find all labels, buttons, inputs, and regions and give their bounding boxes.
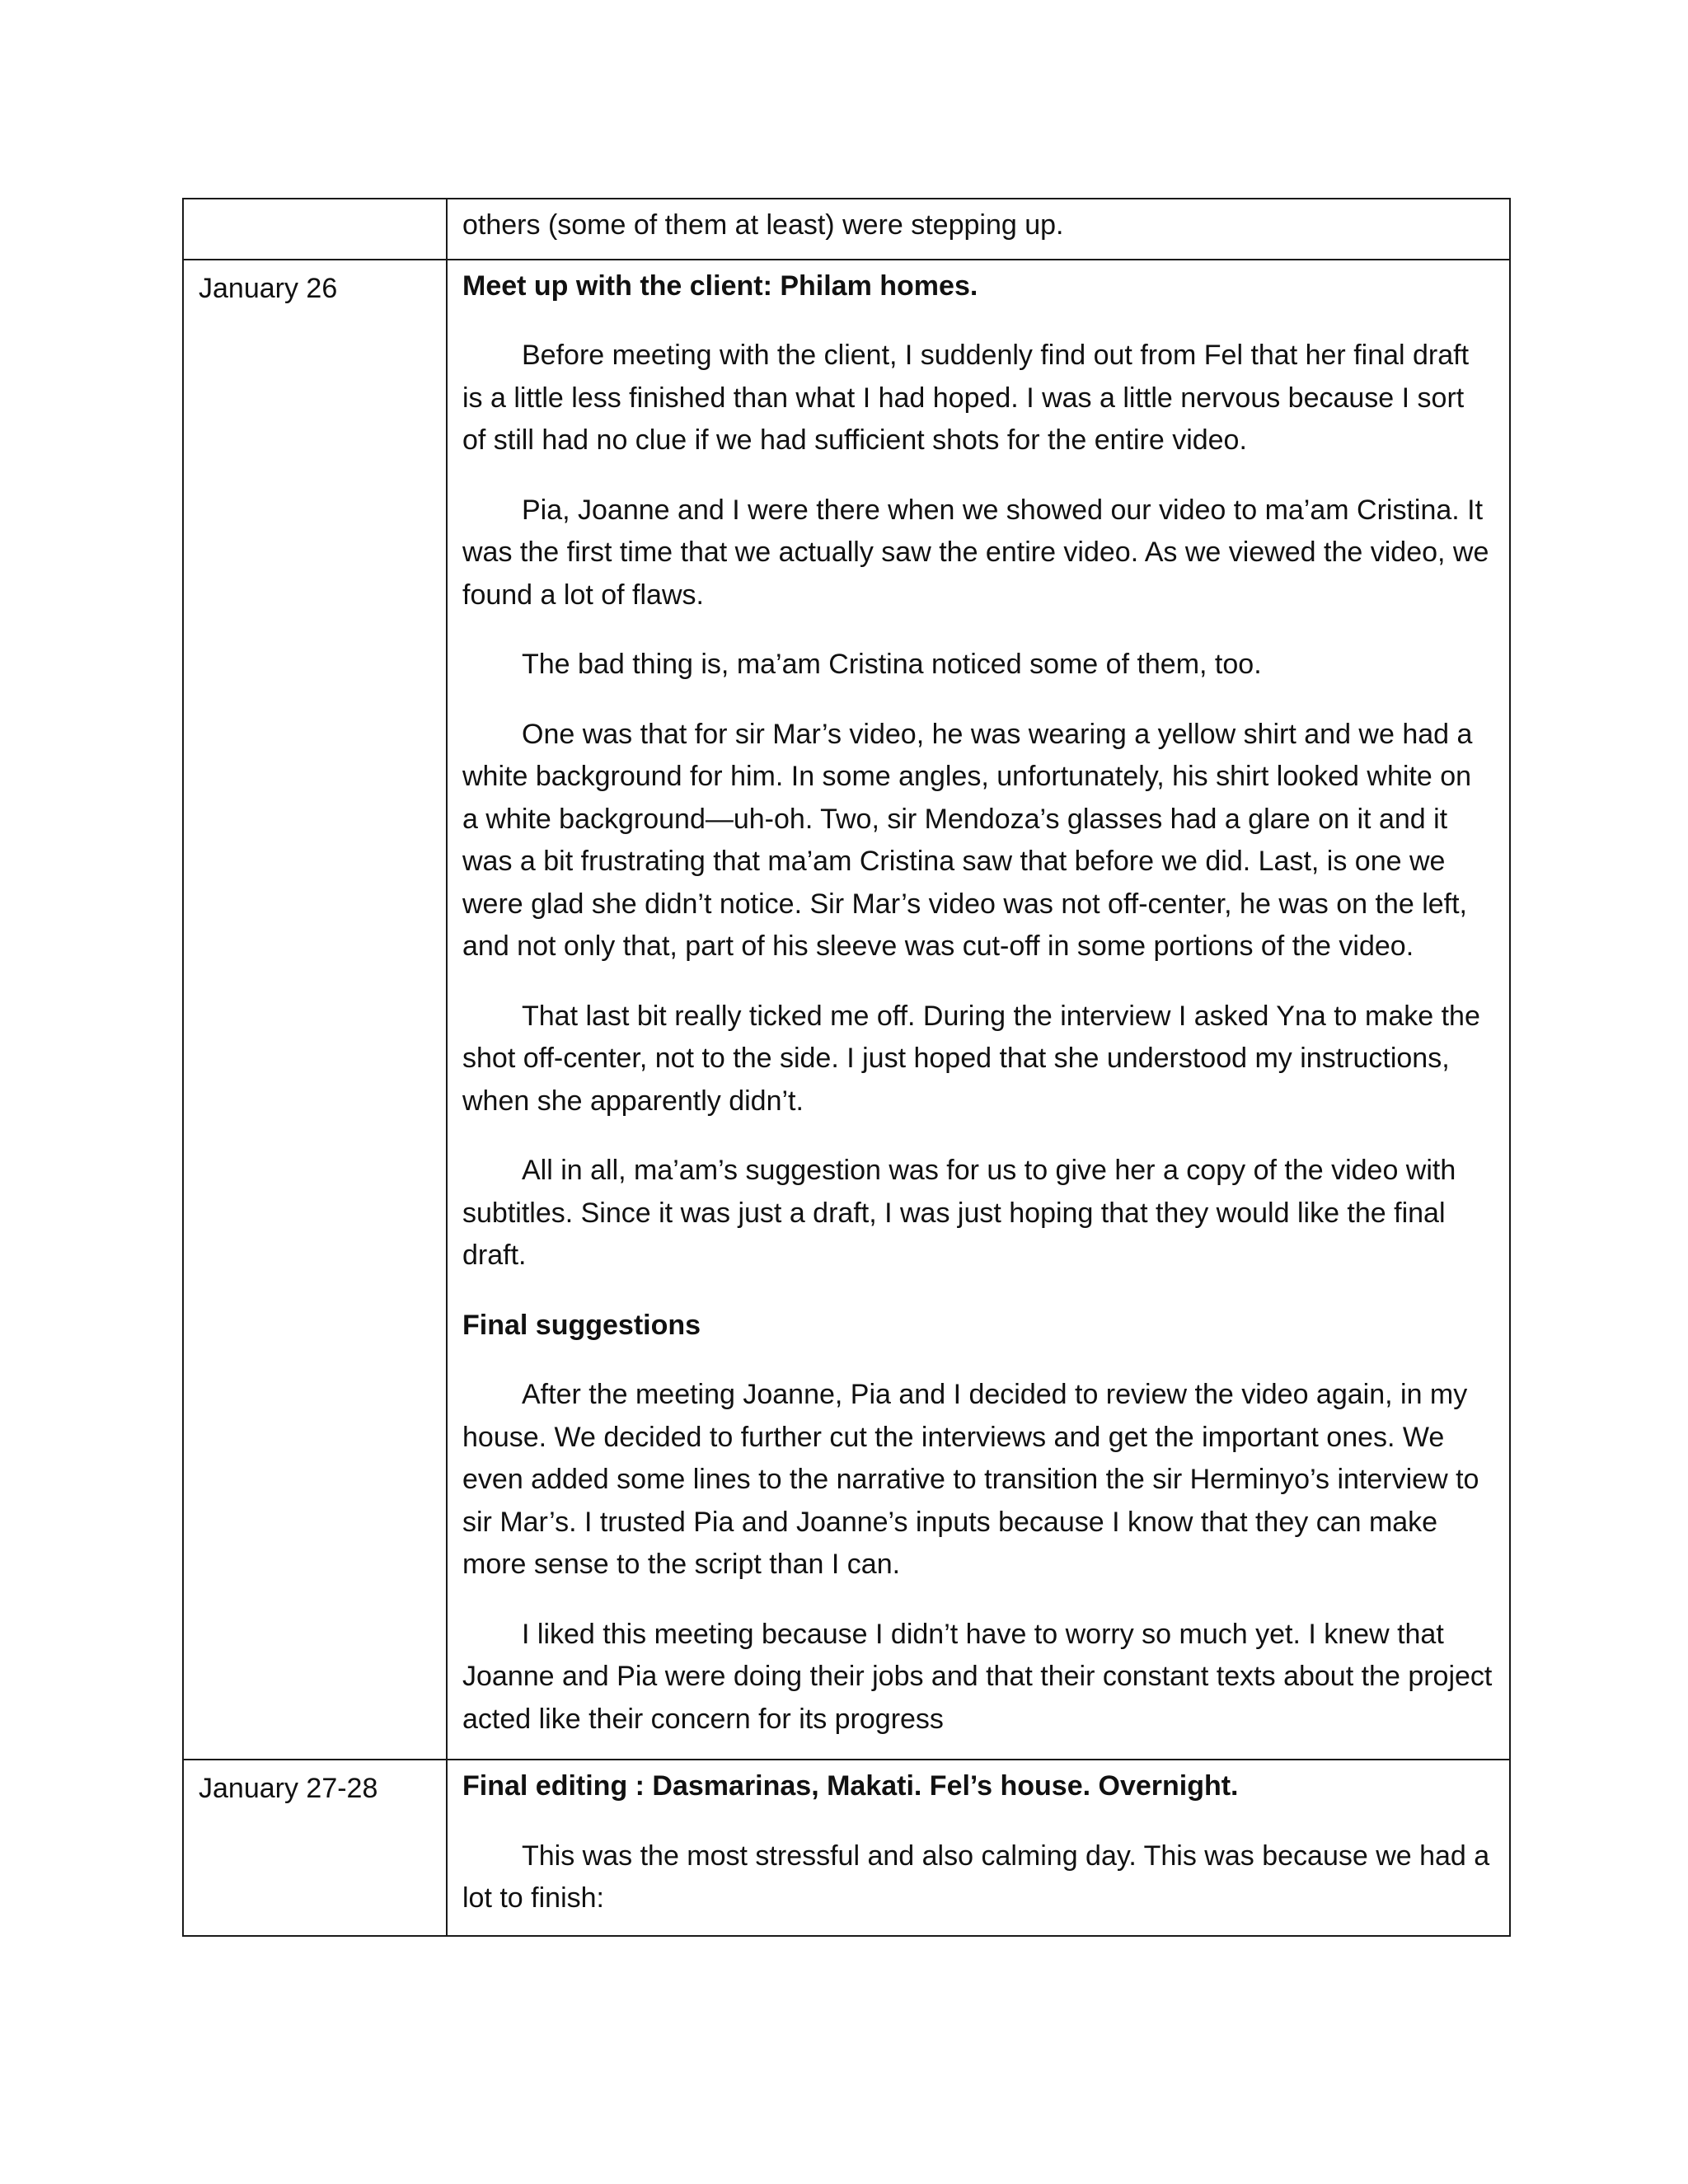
entry-paragraph: All in all, ma’am’s suggestion was for us to give her a copy of the video with subtitles. Since it was just a draft, I was just hoping that they would like the final draft. <box>462 1155 1456 1271</box>
entry-paragraph: This was the most stressful and also calming day. This was because we had a lot to finish: <box>462 1840 1490 1914</box>
journal-row <box>183 1760 1510 1936</box>
entry-date: January 26 <box>199 272 338 304</box>
journal-table <box>182 198 1511 1937</box>
entry-paragraph: Before meeting with the client, I suddenly find out from Fel that her final draft is a little less finished than what I had hoped. I was a little nervous because I sort of still had no clue if we had sufficient shots for the entire video. <box>462 340 1470 456</box>
entry-cell <box>447 1760 1510 1936</box>
date-cell <box>183 199 447 260</box>
entry-heading: Final editing : Dasmarinas, Makati. Fel’s house. Overnight. <box>462 1770 1239 1802</box>
entry-paragraph: Pia, Joanne and I were there when we showed our video to ma’am Cristina. It was the first time that we actually saw the entire video. As we viewed the video, we found a lot of flaws. <box>462 494 1489 611</box>
entry-heading: Meet up with the client: Philam homes. <box>462 269 978 302</box>
entry-date <box>184 199 446 206</box>
date-cell <box>183 1760 447 1936</box>
entry-date: January 27-28 <box>199 1773 378 1804</box>
entry-paragraph: After the meeting Joanne, Pia and I decided to review the video again, in my house. We decided to further cut the interviews and get the important ones. We even added some lines to the narrative to transition the sir Herminyo’s interview to sir Mar’s. I trusted Pia and Joanne’s inputs because I know that they can make more sense to the script than I can. <box>462 1379 1479 1580</box>
entry-paragraph: I liked this meeting because I didn’t have to worry so much yet. I knew that Joanne and Pia were doing their jobs and that their constant texts about the project acted like their concern for its progress <box>462 1618 1493 1735</box>
journal-row <box>183 260 1510 1760</box>
entry-paragraph: One was that for sir Mar’s video, he was wearing a yellow shirt and we had a white background for him. In some angles, unfortunately, his shirt looked white on a white background—uh-oh. Two, sir Mendoza’s glasses had a glare on it and it was a bit frustrating that ma’am Cristina saw that before we did. Last, is one we were glad she didn’t notice. Sir Mar’s video was not off-center, he was on the left, and not only that, part of his sleeve was cut-off in some portions of the video. <box>462 718 1473 962</box>
entry-cell <box>447 199 1510 260</box>
entry-paragraph: The bad thing is, ma’am Cristina noticed some of them, too. <box>522 649 1262 680</box>
entry-cell <box>447 260 1510 1760</box>
entry-paragraph: others (some of them at least) were stepping up. <box>462 209 1064 241</box>
entry-paragraph: That last bit really ticked me off. During the interview I asked Yna to make the shot off-center, not to the side. I just hoped that she understood my instructions, when she apparently didn’t. <box>462 1000 1480 1117</box>
date-cell <box>183 260 447 1760</box>
journal-row <box>183 199 1510 260</box>
entry-subheading: Final suggestions <box>462 1309 701 1341</box>
